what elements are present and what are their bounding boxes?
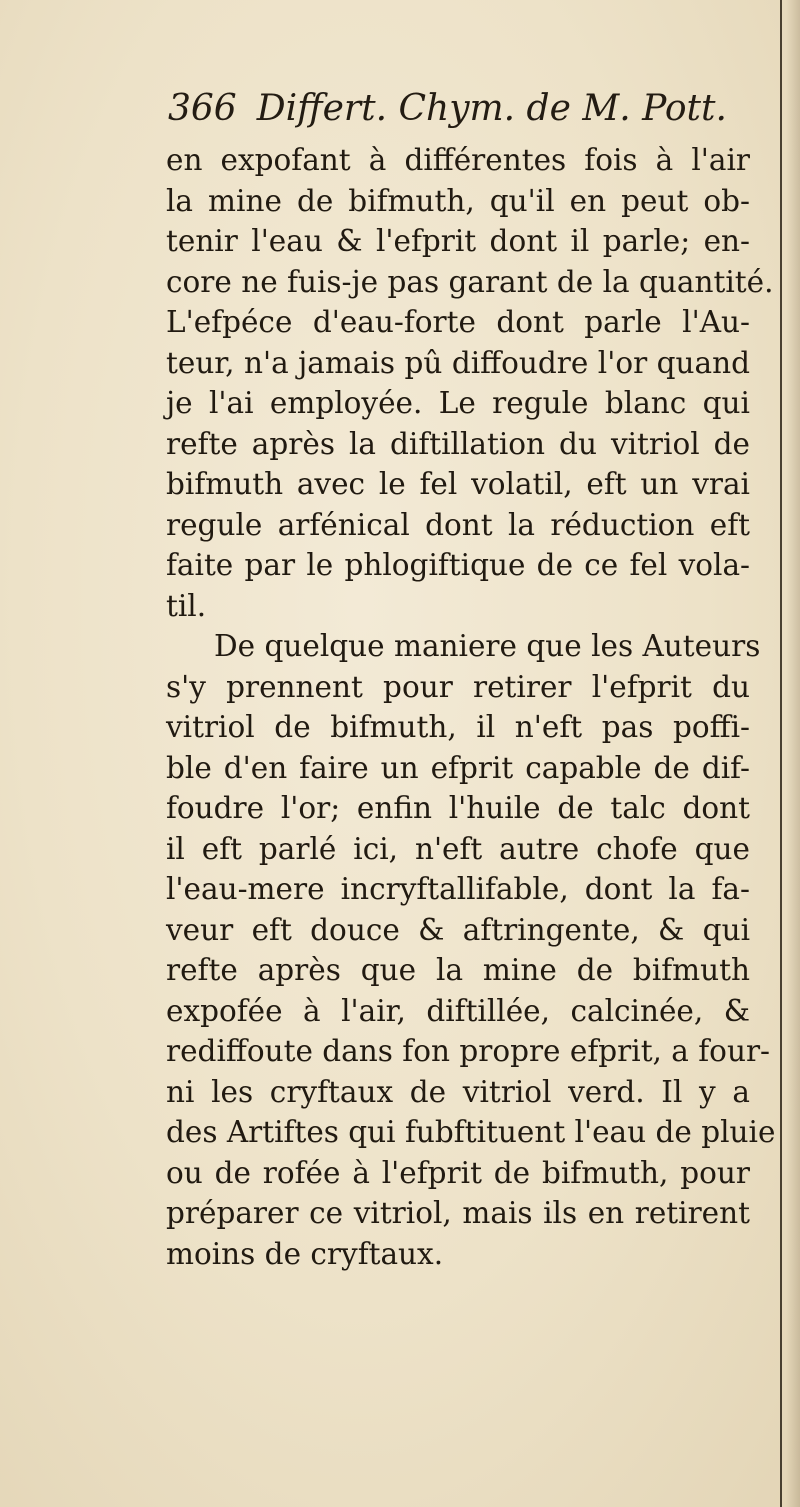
- text-line: vitriol de bifmuth, il n'eft pas poffi-: [166, 710, 750, 744]
- text-line: l'eau-mere incryftallifable, dont la fa-: [166, 872, 750, 906]
- page-edge-line: [780, 0, 782, 1507]
- running-header: [168, 88, 748, 138]
- text-line: veur eft douce & aftringente, & qui: [166, 912, 750, 947]
- text-line: core ne fuis-je pas garant de la quantité.: [166, 264, 774, 299]
- body-text: [166, 140, 776, 1274]
- paragraph-end-line: til.: [166, 588, 207, 623]
- text-line: ni les cryftaux de vitriol verd. Il y a: [166, 1074, 750, 1109]
- text-line: ou de rofée à l'efprit de bifmuth, pour: [166, 1155, 750, 1190]
- text-line: ble d'en faire un efprit capable de dif-: [166, 750, 750, 785]
- text-line: faite par le phlogiftique de ce fel vola-: [166, 548, 750, 582]
- text-line: regule arfénical dont la réduction eft: [166, 507, 750, 542]
- text-line: s'y prennent pour retirer l'efprit du: [166, 669, 750, 704]
- text-line: il eft parlé ici, n'eft autre chofe que: [166, 831, 750, 866]
- text-line: teur, n'a jamais pû diffoudre l'or quand: [166, 345, 750, 380]
- text-line: bifmuth avec le fel volatil, eft un vrai: [166, 467, 750, 501]
- paragraph-end-line: moins de cryftaux.: [166, 1236, 444, 1271]
- page-number: 366: [168, 88, 237, 129]
- text-line: rediffoute dans fon propre efprit, a four-: [166, 1034, 771, 1068]
- paragraph-start-line: De quelque maniere que les Auteurs: [214, 629, 761, 663]
- running-title: Differt. Chym. de M. Pott.: [256, 88, 727, 129]
- text-line: L'efpéce d'eau-forte dont parle l'Au-: [166, 305, 750, 339]
- text-line: préparer ce vitriol, mais ils en retirent: [166, 1196, 750, 1230]
- text-line: expofée à l'air, diftillée, calcinée, &: [166, 993, 750, 1028]
- text-line: refte après la diftillation du vitriol de: [166, 426, 750, 461]
- text-line: des Artiftes qui fubftituent l'eau de pluie: [166, 1115, 776, 1149]
- text-line: refte après que la mine de bifmuth: [166, 953, 750, 987]
- text-line: je l'ai employée. Le regule blanc qui: [166, 386, 750, 420]
- text-line: la mine de bifmuth, qu'il en peut ob-: [166, 183, 750, 218]
- text-line: en expofant à différentes fois à l'air: [166, 143, 750, 177]
- text-line: foudre l'or; enfin l'huile de talc dont: [166, 791, 750, 825]
- text-line: tenir l'eau & l'efprit dont il parle; en-: [166, 224, 750, 258]
